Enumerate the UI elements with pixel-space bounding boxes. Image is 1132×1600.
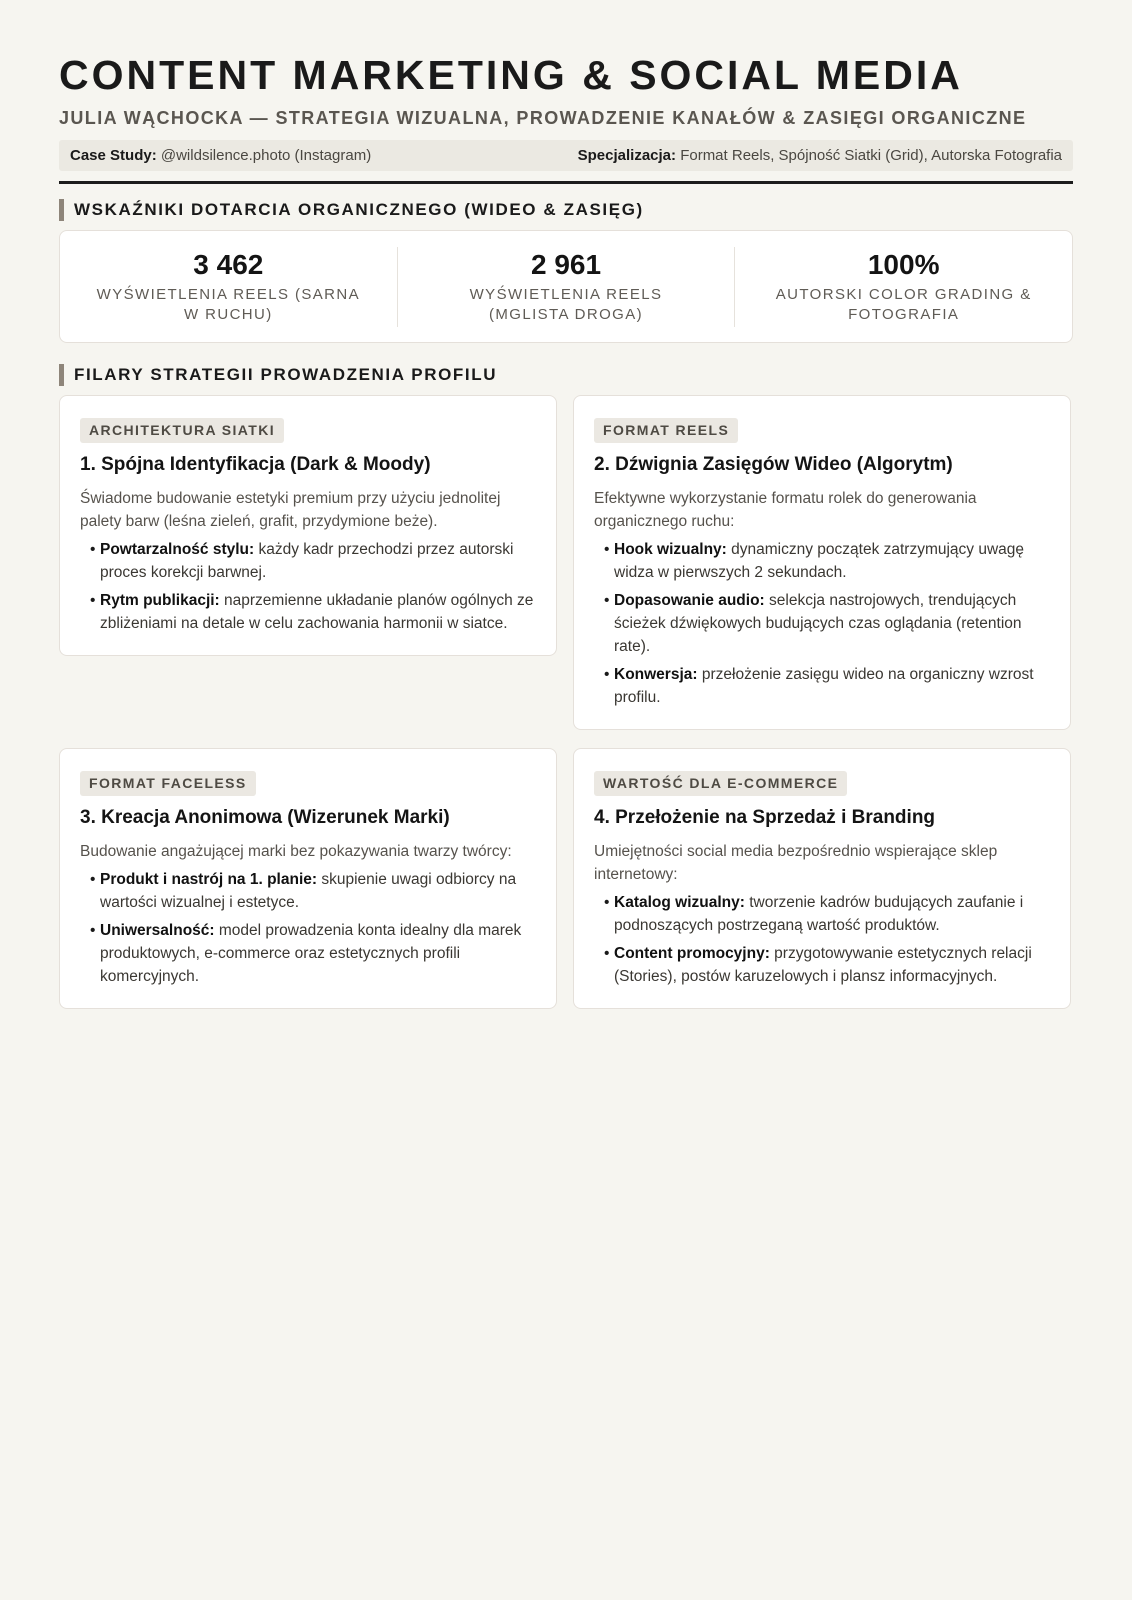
bullet-item [604, 891, 1050, 937]
pillar-bullet-list [594, 891, 1050, 988]
bullet-term: Uniwersalność: [100, 922, 215, 939]
page-title: CONTENT MARKETING & SOCIAL MEDIA [59, 52, 963, 98]
bullet-term: Produkt i nastrój na 1. planie: [100, 871, 318, 888]
pillar-tag: ARCHITEKTURA SIATKI [80, 418, 284, 443]
metrics-panel [59, 230, 1073, 343]
bullet-item [90, 589, 536, 635]
pillar-description: Budowanie angażującej marki bez pokazywania twarzy twórcy: [80, 843, 512, 860]
bullet-text: każdy kadr przechodzi przez autorski proces korekcji barwnej. [100, 541, 514, 581]
pillar-title: 2. Dźwignia Zasięgów Wideo (Algorytm) [594, 454, 953, 475]
case-study-info [70, 147, 371, 164]
pillar-description: Efektywne wykorzystanie formatu rolek do generowania organicznego ruchu: [594, 490, 977, 530]
bullet-term: Rytm publikacji: [100, 592, 220, 609]
pillar-tag: FORMAT REELS [594, 418, 738, 443]
pillar-bullet-list [594, 538, 1050, 709]
bullet-text: model prowadzenia konta idealny dla marek produktowych, e-commerce oraz estetycznych profili komercyjnych. [100, 922, 522, 985]
bullet-term: Dopasowanie audio: [614, 592, 765, 609]
pillar-description: Umiejętności social media bezpośrednio wspierające sklep internetowy: [594, 843, 998, 883]
bullet-item [604, 538, 1050, 584]
pillar-tag: FORMAT FACELESS [80, 771, 256, 796]
bullet-term: Katalog wizualny: [614, 894, 745, 911]
bullet-term: Content promocyjny: [614, 945, 770, 962]
bullet-item [604, 589, 1050, 658]
pillar-card [59, 748, 557, 1009]
pillars-section-title: FILARY STRATEGII PROWADZENIA PROFILU [59, 364, 1073, 386]
pillar-card [59, 395, 557, 656]
pillar-description: Świadome budowanie estetyki premium przy użyciu jednolitej palety barw (leśna zieleń, grafit, przydymione beże). [80, 490, 501, 530]
metric-item [735, 247, 1072, 327]
specialization-label: Specjalizacja: [577, 147, 677, 164]
specialization-info [578, 147, 1062, 164]
bullet-term: Powtarzalność stylu: [100, 541, 255, 558]
page-subtitle: JULIA WĄCHOCKA — STRATEGIA WIZUALNA, PROWADZENIE KANAŁÓW & ZASIĘGI ORGANICZNE [59, 108, 1027, 128]
bullet-text: naprzemienne układanie planów ogólnych ze zbliżeniami na detale w celu zachowania harmonii w siatce. [100, 592, 534, 632]
pillar-title: 4. Przełożenie na Sprzedaż i Branding [594, 807, 936, 828]
pillar-tag: WARTOŚĆ DLA E-COMMERCE [594, 771, 847, 796]
bullet-item [604, 663, 1050, 709]
pillars-grid [59, 395, 1073, 1009]
bullet-text: tworzenie kadrów budujących zaufanie i podnoszących postrzeganą wartość produktów. [614, 894, 1024, 934]
metric-item [60, 247, 398, 327]
bullet-term: Hook wizualny: [614, 541, 727, 558]
metric-label: WYŚWIETLENIA REELS (SARNA W RUCHU) [96, 285, 361, 323]
metrics-section-title: WSKAŹNIKI DOTARCIA ORGANICZNEGO (WIDEO & ZASIĘG) [59, 199, 1073, 221]
bullet-item [90, 868, 536, 914]
bullet-text: selekcja nastrojowych, trendujących ścieżek dźwiękowych budujących czas oglądania (retention rate). [614, 592, 1022, 655]
pillar-title: 1. Spójna Identyfikacja (Dark & Moody) [80, 454, 431, 475]
case-study-value: @wildsilence.photo (Instagram) [160, 147, 372, 164]
specialization-value: Format Reels, Spójność Siatki (Grid), Autorska Fotografia [680, 147, 1062, 164]
bullet-item [90, 919, 536, 988]
pillar-card [573, 748, 1071, 1009]
bullet-text: przełożenie zasięgu wideo na organiczny wzrost profilu. [614, 666, 1034, 706]
case-study-label: Case Study: [70, 147, 157, 164]
bullet-text: przygotowywanie estetycznych relacji (Stories), postów karuzelowych i plansz informacyjnych. [614, 945, 1032, 985]
metric-value: 3 462 [193, 248, 264, 280]
header-divider [59, 181, 1073, 184]
pillar-card [573, 395, 1071, 730]
pillar-bullet-list [80, 538, 536, 635]
bullet-item [90, 538, 536, 584]
bullet-term: Konwersja: [614, 666, 698, 683]
metric-item [398, 247, 736, 327]
metric-label: WYŚWIETLENIA REELS (MGLISTA DROGA) [469, 285, 663, 323]
pillar-bullet-list [80, 868, 536, 988]
pillar-title: 3. Kreacja Anonimowa (Wizerunek Marki) [80, 807, 450, 828]
info-bar [59, 140, 1073, 171]
metric-label: AUTORSKI COLOR GRADING & FOTOGRAFIA [775, 285, 1032, 323]
bullet-text: dynamiczny początek zatrzymujący uwagę widza w pierwszych 2 sekundach. [614, 541, 1025, 581]
bullet-text: skupienie uwagi odbiorcy na wartości wizualnej i estetyce. [100, 871, 517, 911]
bullet-item [604, 942, 1050, 988]
metric-value: 100% [867, 248, 940, 280]
metric-value: 2 961 [530, 248, 602, 280]
